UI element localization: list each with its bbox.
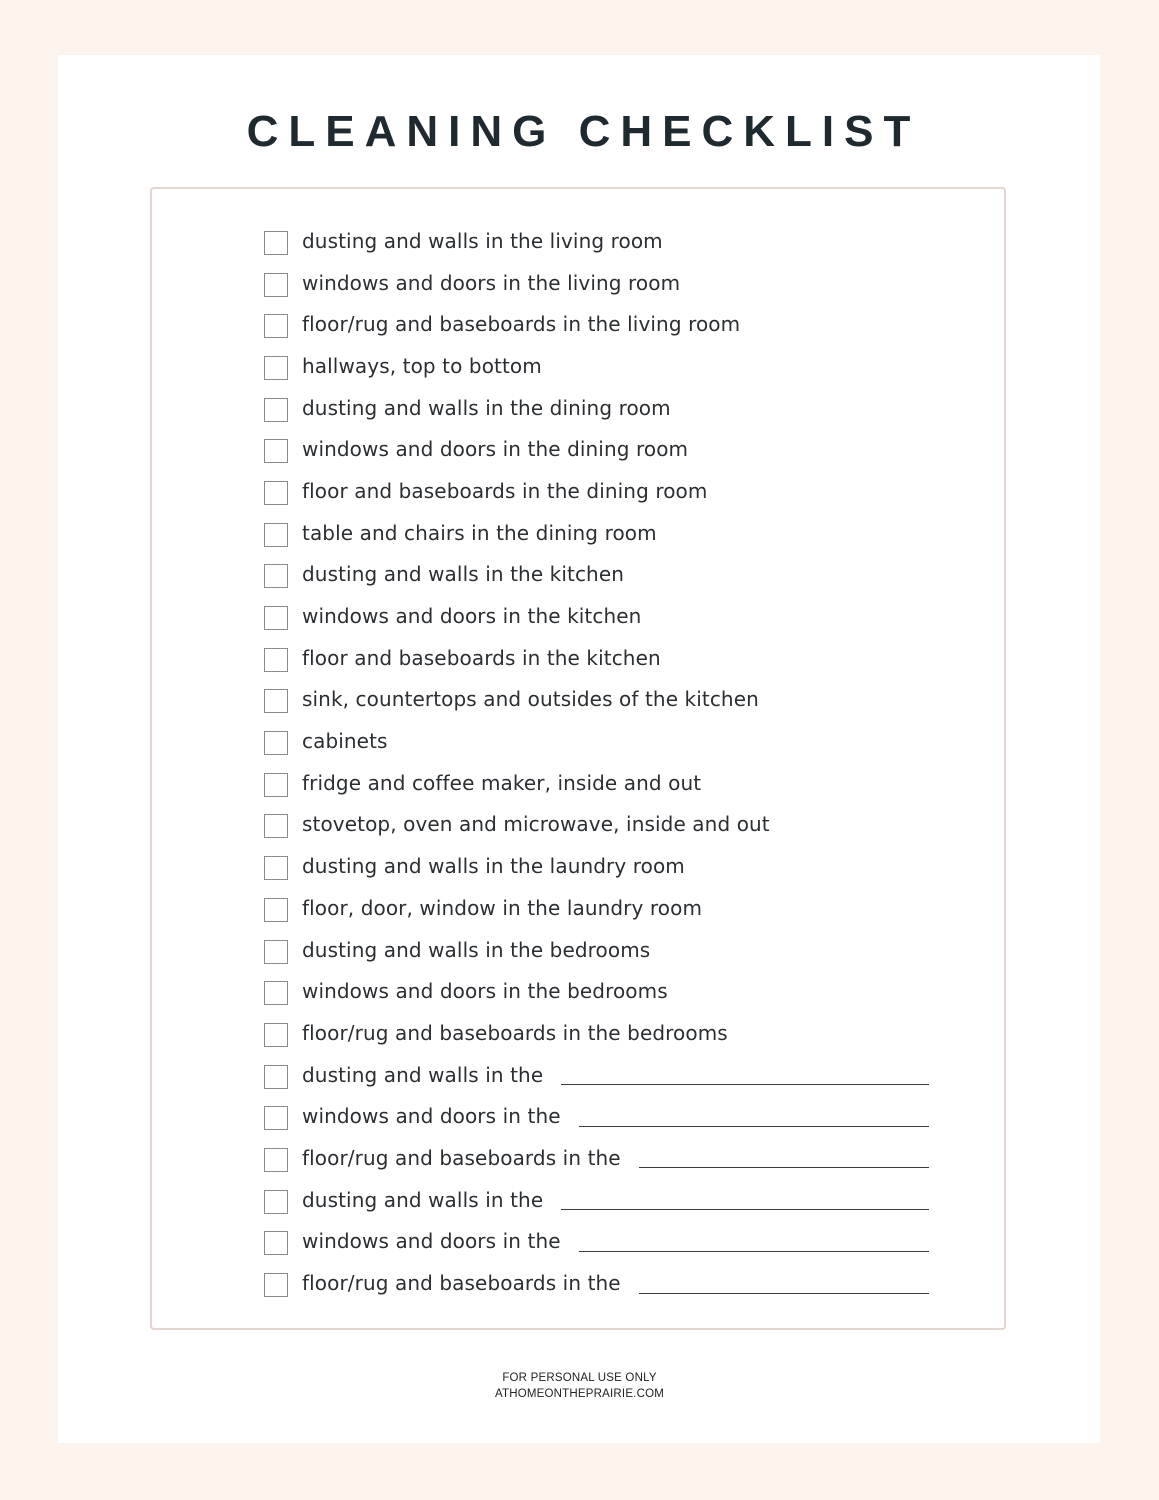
checklist-item-label: fridge and coffee maker, inside and out: [302, 770, 702, 795]
checklist-item-label: windows and doors in the: [302, 1229, 561, 1254]
checklist-item: [264, 887, 944, 929]
checklist-item: [264, 1221, 944, 1263]
checklist-item: [264, 512, 944, 554]
checkbox[interactable]: [264, 523, 288, 547]
checklist-item: [264, 929, 944, 971]
checkbox[interactable]: [264, 773, 288, 797]
fill-in-blank-line[interactable]: [639, 1167, 929, 1168]
checkbox[interactable]: [264, 1023, 288, 1047]
checkbox[interactable]: [264, 1273, 288, 1297]
checkbox[interactable]: [264, 564, 288, 588]
checklist-item-label: floor/rug and baseboards in the living room: [302, 312, 741, 337]
checklist-item: [264, 220, 944, 262]
checklist-item-label: cabinets: [302, 729, 388, 754]
checklist-item: [264, 970, 944, 1012]
checkbox[interactable]: [264, 731, 288, 755]
checklist-item: [264, 470, 944, 512]
checklist-item-label: dusting and walls in the living room: [302, 228, 663, 253]
checkbox[interactable]: [264, 898, 288, 922]
fill-in-blank-line[interactable]: [639, 1293, 929, 1294]
checklist-item: [264, 720, 944, 762]
checklist-item-label: floor/rug and baseboards in the: [302, 1145, 621, 1170]
checklist-item-label: dusting and walls in the: [302, 1062, 544, 1087]
checklist-item: [264, 762, 944, 804]
checklist-item-label: dusting and walls in the: [302, 1187, 544, 1212]
checkbox[interactable]: [264, 231, 288, 255]
fill-in-blank-line[interactable]: [561, 1209, 929, 1210]
checklist-item-label: windows and doors in the dining room: [302, 437, 689, 462]
checkbox[interactable]: [264, 856, 288, 880]
checkbox[interactable]: [264, 1148, 288, 1172]
checklist-item: [264, 1179, 944, 1221]
checkbox[interactable]: [264, 481, 288, 505]
checklist-item-label: floor, door, window in the laundry room: [302, 895, 703, 920]
checklist-item-label: dusting and walls in the laundry room: [302, 854, 685, 879]
checklist-item-label: hallways, top to bottom: [302, 353, 542, 378]
checkbox[interactable]: [264, 398, 288, 422]
checkbox[interactable]: [264, 1190, 288, 1214]
fill-in-blank-line[interactable]: [579, 1251, 929, 1252]
checklist-item-label: dusting and walls in the bedrooms: [302, 937, 651, 962]
checklist-item-label: windows and doors in the living room: [302, 270, 681, 295]
checklist-item-label: table and chairs in the dining room: [302, 520, 657, 545]
checklist-item-label: dusting and walls in the kitchen: [302, 562, 625, 587]
checklist-item-label: floor/rug and baseboards in the: [302, 1271, 621, 1296]
checklist-item-label: floor/rug and baseboards in the bedrooms: [302, 1020, 728, 1045]
checklist-item: [264, 303, 944, 345]
fill-in-blank-line[interactable]: [561, 1084, 929, 1085]
checklist-item-label: windows and doors in the: [302, 1104, 561, 1129]
checklist-item: [264, 1054, 944, 1096]
fill-in-blank-line[interactable]: [579, 1126, 929, 1127]
checklist-item-label: floor and baseboards in the dining room: [302, 478, 708, 503]
footer-website: ATHOMEONTHEPRAIRIE.COM: [494, 1388, 665, 1400]
checklist-item: [264, 345, 944, 387]
checklist-item: [264, 1095, 944, 1137]
checkbox[interactable]: [264, 648, 288, 672]
checklist-item: [264, 428, 944, 470]
checklist-item-label: windows and doors in the kitchen: [302, 604, 642, 629]
checkbox[interactable]: [264, 356, 288, 380]
checkbox[interactable]: [264, 606, 288, 630]
checkbox[interactable]: [264, 1065, 288, 1089]
checklist-item-label: stovetop, oven and microwave, inside and out: [302, 812, 770, 837]
checklist-item-label: floor and baseboards in the kitchen: [302, 645, 661, 670]
checklist-item-label: sink, countertops and outsides of the kitchen: [302, 687, 759, 712]
page-title: CLEANING CHECKLIST: [246, 107, 921, 156]
checklist-item: [264, 387, 944, 429]
checklist-item: [264, 554, 944, 596]
checkbox[interactable]: [264, 1231, 288, 1255]
checkbox[interactable]: [264, 689, 288, 713]
checkbox[interactable]: [264, 314, 288, 338]
checkbox[interactable]: [264, 814, 288, 838]
checklist-item: [264, 804, 944, 846]
checkbox[interactable]: [264, 1106, 288, 1130]
checklist-item: [264, 845, 944, 887]
checklist: [264, 220, 944, 1304]
checklist-item: [264, 1137, 944, 1179]
checklist-item: [264, 595, 944, 637]
checklist-item-label: dusting and walls in the dining room: [302, 395, 671, 420]
checkbox[interactable]: [264, 981, 288, 1005]
checklist-item: [264, 262, 944, 304]
footer-usage-note: FOR PERSONAL USE ONLY: [502, 1372, 657, 1384]
checklist-item: [264, 1262, 944, 1304]
checkbox[interactable]: [264, 439, 288, 463]
checklist-item: [264, 1012, 944, 1054]
checklist-item: [264, 637, 944, 679]
checklist-item: [264, 679, 944, 721]
checklist-item-label: windows and doors in the bedrooms: [302, 979, 668, 1004]
checkbox[interactable]: [264, 940, 288, 964]
checkbox[interactable]: [264, 273, 288, 297]
